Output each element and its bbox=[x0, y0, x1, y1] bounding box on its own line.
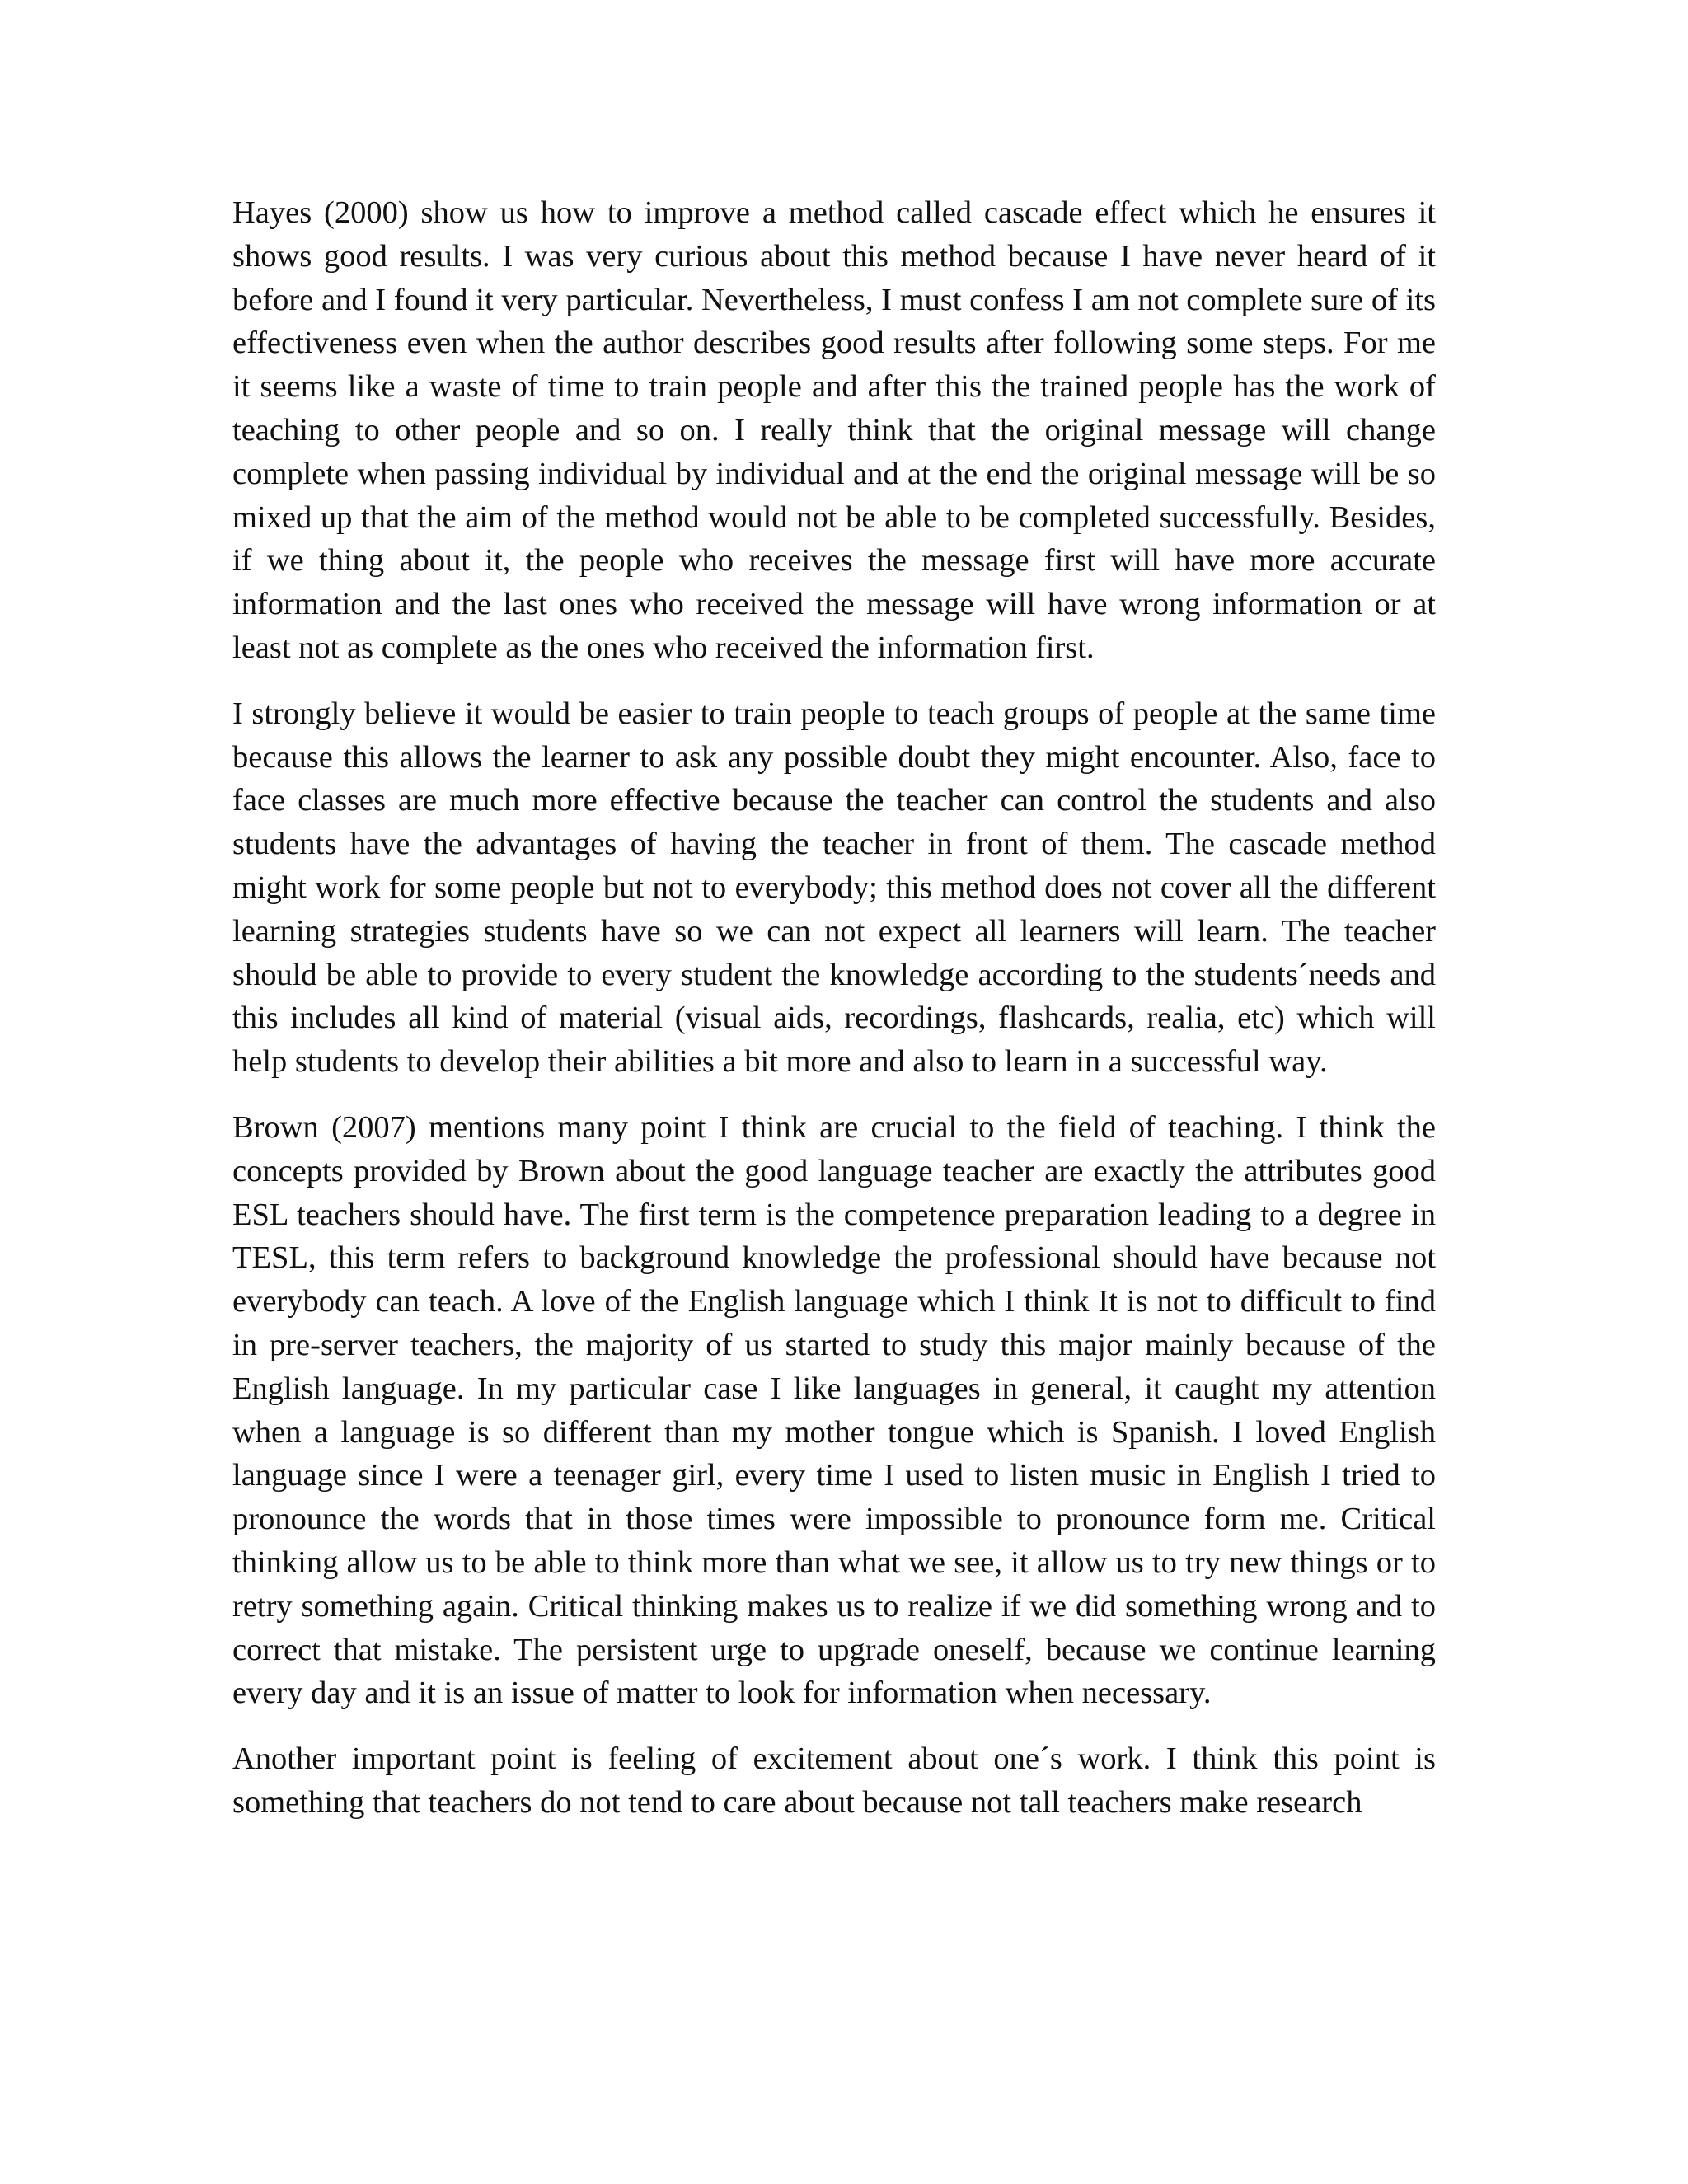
paragraph-train-groups: I strongly believe it would be easier to train people to teach groups of people at the same time because this allows the learner to ask any possible doubt they might encounter. Also, face to face classes are much more effective because the teacher can control the students and also students have the advantages of having the teacher in front of them. The cascade method might work for some people but not to everybody; this method does not cover all the different learning strategies students have so we can not expect all learners will learn. The teacher should be able to provide to every student the knowledge according to the students´needs and this includes all kind of material (visual aids, recordings, flashcards, realia, etc) which will help students to develop their abilities a bit more and also to learn in a successful way. bbox=[232, 696, 1436, 1080]
paragraph-brown: Brown (2007) mentions many point I think are crucial to the field of teaching. I think the concepts provided by Brown about the good language teacher are exactly the attributes good ESL teachers should have. The first term is the competence preparation leading to a degree in TESL, this term refers to background knowledge the professional should have because not everybody can teach. A love of the English language which I think It is not to difficult to find in pre-server teachers, the majority of us started to study this major mainly because of the English language. In my particular case I like languages in general, it caught my attention when a language is so different than my mother tongue which is Spanish. I loved English language since I were a teenager girl, every time I used to listen music in English I tried to pronounce the words that in those times were impossible to pronounce form me. Critical thinking allow us to be able to think more than what we see, it allow us to try new things or to retry something again. Critical thinking makes us to realize if we did something wrong and to correct that mistake. The persistent urge to upgrade oneself, because we continue learning every day and it is an issue of matter to look for information when necessary. bbox=[232, 1109, 1436, 1711]
paragraph-hayes: Hayes (2000) show us how to improve a method called cascade effect which he ensures it shows good results. I was very curious about this method because I have never heard of it before and I found it very particular. Nevertheless, I must confess I am not complete sure of its effectiveness even when the author describes good results after following some steps. For me it seems like a waste of time to train people and after this the trained people has the work of teaching to other people and so on. I really think that the original message will change complete when passing individual by individual and at the end the original message will be so mixed up that the aim of the method would not be able to be completed successfully. Besides, if we thing about it, the people who receives the message first will have more accurate information and the last ones who received the message will have wrong information or at least not as complete as the ones who received the information first. bbox=[232, 195, 1436, 665]
body-text bbox=[232, 191, 1436, 1847]
paragraph-excitement: Another important point is feeling of excitement about one´s work. I think this point is something that teachers do not tend to care about because not tall teachers make research bbox=[232, 1741, 1436, 1820]
